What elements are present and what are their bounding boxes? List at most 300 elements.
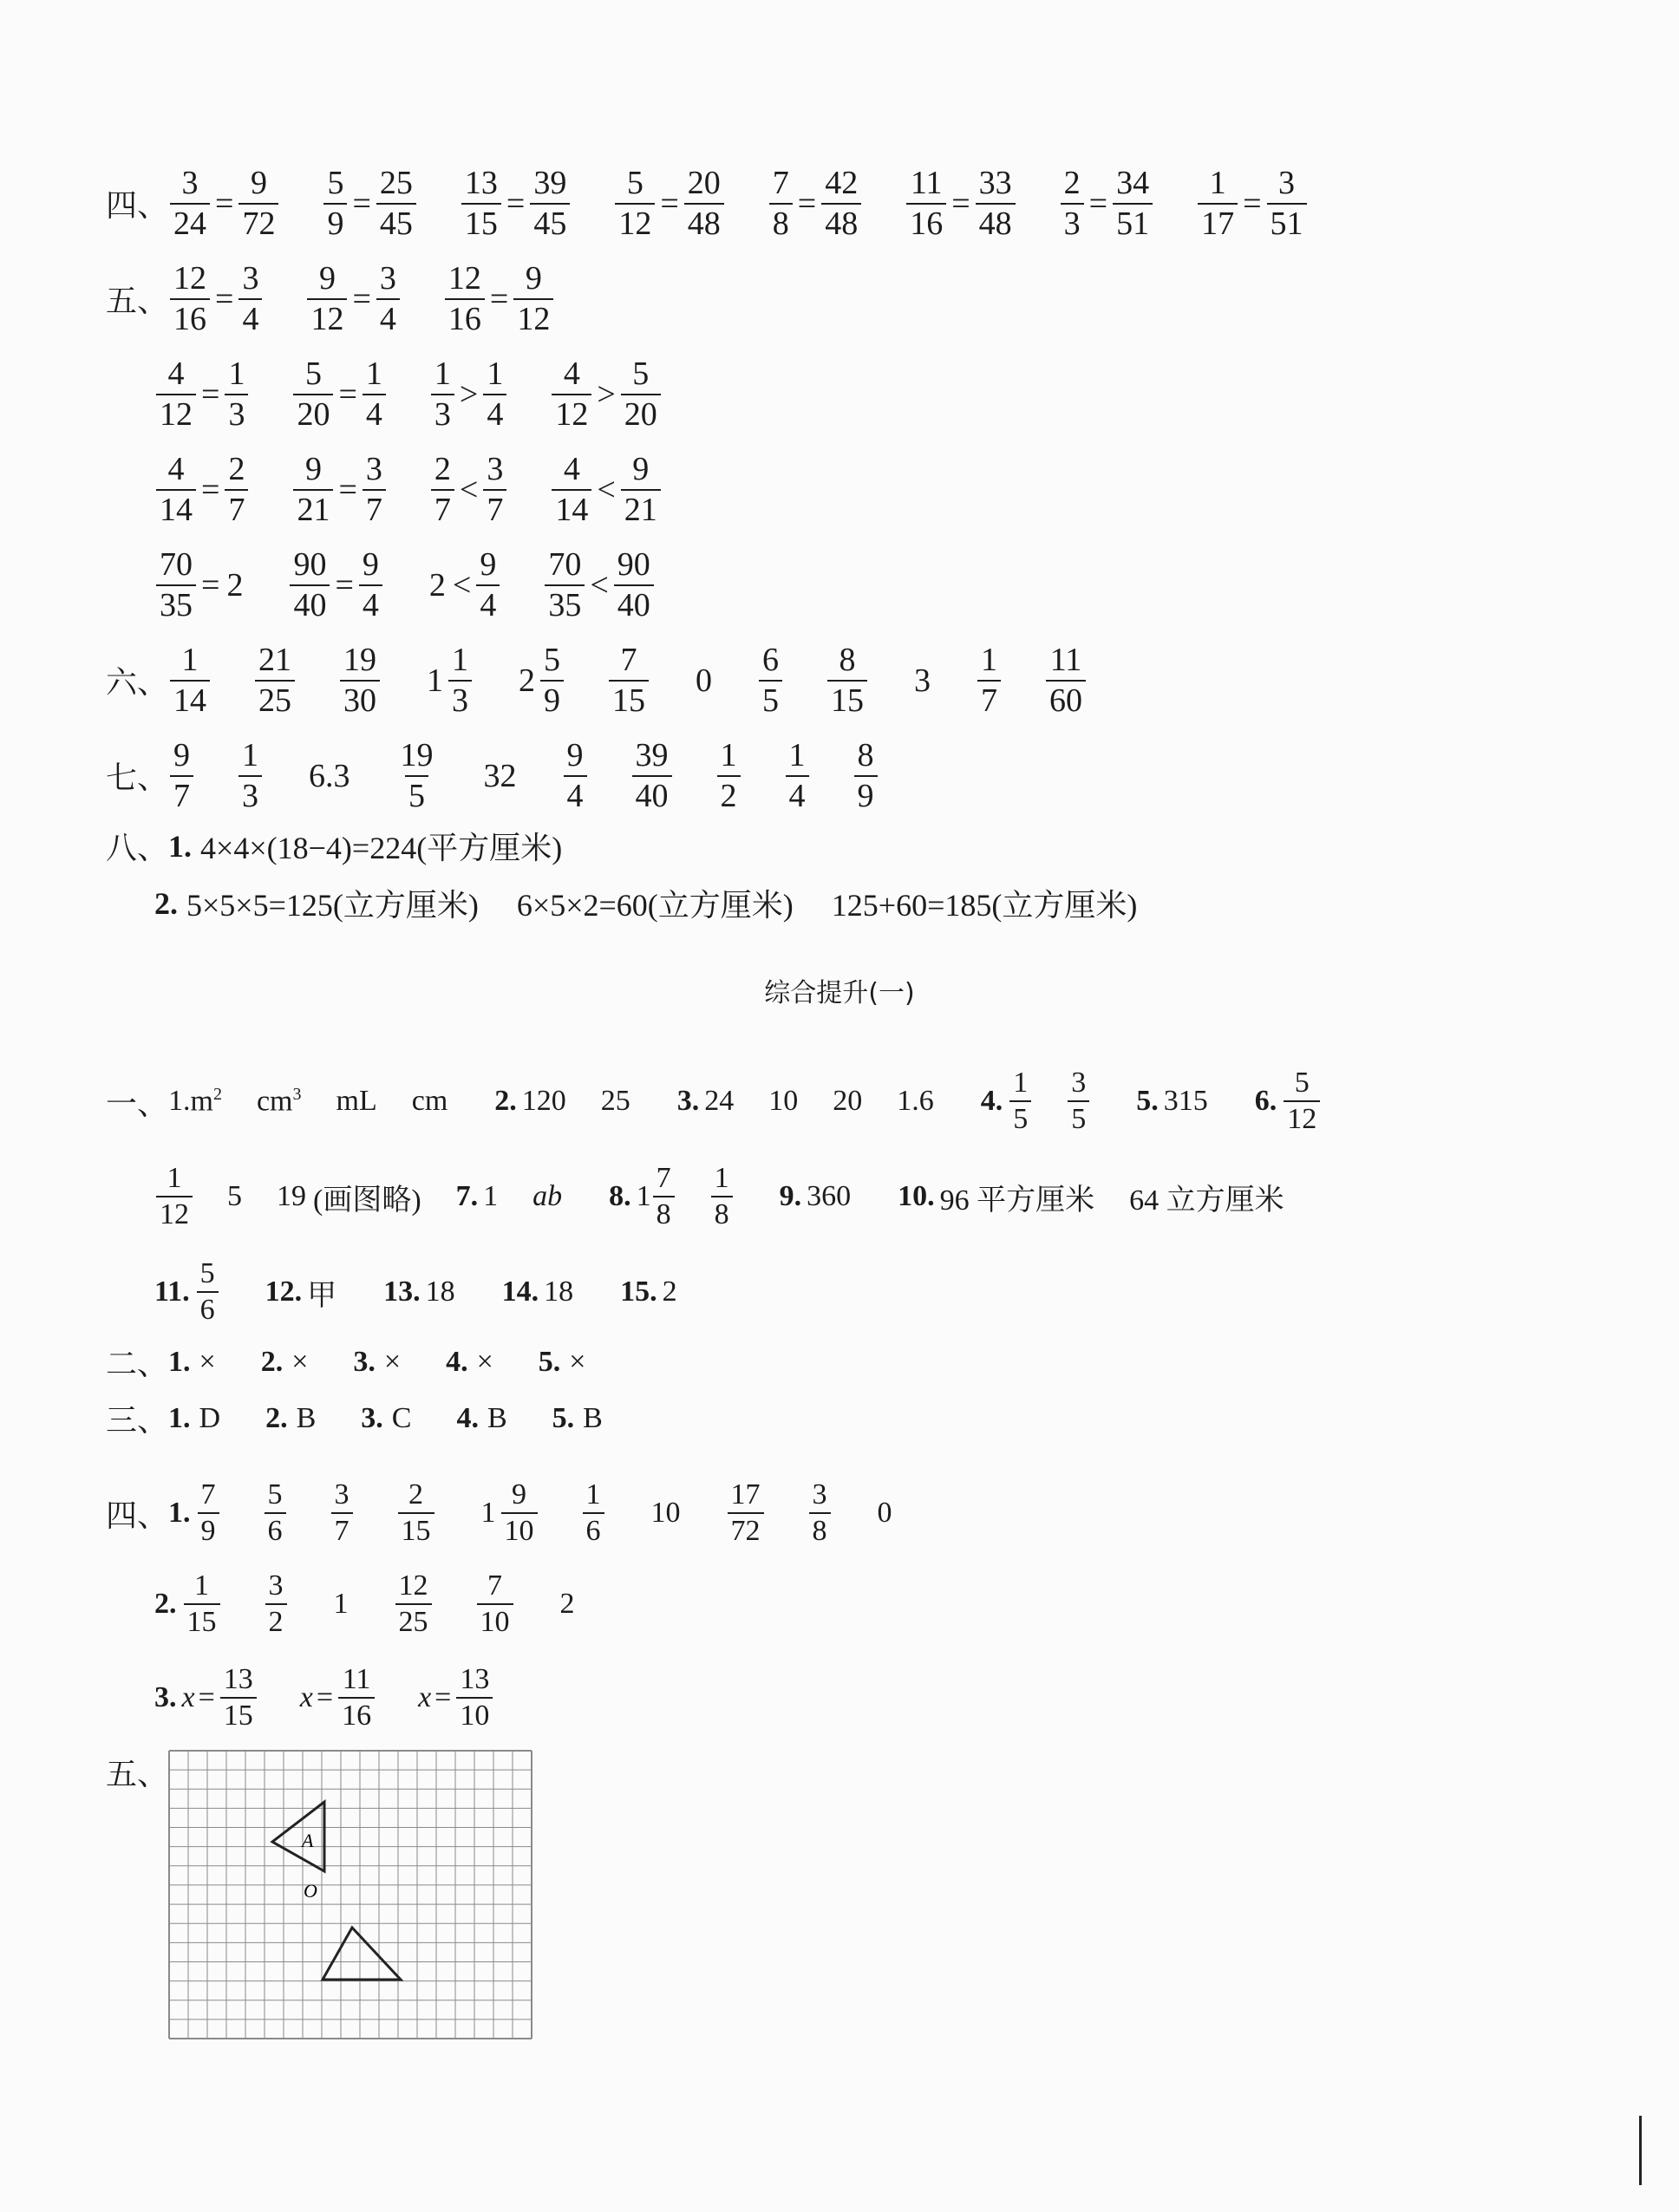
q6-value — [168, 642, 212, 719]
q5-left-fraction — [156, 451, 196, 528]
s1-label: 一、 — [106, 1086, 169, 1121]
q5-item — [429, 356, 508, 433]
s4-1-number: 1. — [168, 1497, 191, 1530]
s1-q15-answer: 2 — [662, 1276, 677, 1308]
q7-fraction — [564, 737, 587, 814]
s4-2-value — [264, 1569, 289, 1639]
q8-2-part-a: 5×5×5=125(立方厘米) — [186, 888, 479, 923]
s4-1-fraction-numerator: 2 — [408, 1478, 424, 1511]
q4-right-fraction-numerator: 39 — [533, 165, 567, 201]
q5-operator: < — [452, 566, 472, 604]
q5-operator: > — [597, 375, 616, 413]
q5-left-fraction-denominator: 12 — [156, 394, 196, 434]
q5-left-fraction-denominator: 35 — [545, 584, 585, 624]
q7-fraction-denominator: 7 — [170, 775, 193, 815]
q8-2-part-b: 6×5×2=60(立方厘米) — [516, 888, 794, 923]
s1-q3-answer-a: 24 — [704, 1085, 735, 1118]
q5-item — [429, 451, 508, 528]
q5-left-fraction — [170, 260, 210, 337]
s4-2-fraction-denominator: 15 — [184, 1603, 220, 1639]
s1-q10-answer-b: 64 立方厘米 — [1129, 1184, 1284, 1217]
q4-right-fraction-denominator: 48 — [821, 203, 861, 243]
s1-row-1 — [106, 1067, 1322, 1136]
s1-q6-note: (画图略) — [313, 1184, 421, 1217]
q8-row-1 — [106, 824, 565, 868]
s4-1-value — [726, 1478, 766, 1548]
q5-row-3 — [154, 451, 704, 528]
q4-right-fraction-denominator: 51 — [1113, 203, 1153, 243]
s1-q10-answer-a: 96 平方厘米 — [939, 1184, 1095, 1217]
s4-2-value — [394, 1569, 434, 1639]
s4-3-equation — [182, 1663, 258, 1732]
s4-2-fraction — [395, 1569, 432, 1639]
q6-fraction-denominator: 15 — [827, 680, 867, 720]
q5-item — [305, 260, 401, 337]
q7-fraction-denominator: 9 — [854, 775, 878, 815]
s5-label: 五、 — [106, 1757, 169, 1791]
s1-q13-answer: 18 — [425, 1276, 455, 1308]
s4-1-fraction-denominator: 10 — [501, 1512, 538, 1548]
q6-fraction-numerator: 19 — [343, 642, 377, 678]
q5-items-3 — [154, 451, 704, 528]
s4-2-value — [557, 1588, 578, 1621]
s3-answer: C — [391, 1401, 412, 1434]
q7-value — [853, 737, 879, 814]
q6-value — [515, 642, 565, 719]
s2-number: 3. — [353, 1345, 376, 1378]
q6-value — [911, 662, 934, 700]
s1-q2-answer-a: 120 — [521, 1085, 566, 1118]
s3-item — [265, 1402, 319, 1435]
q7-fraction-denominator: 2 — [717, 775, 741, 815]
q5-right-fraction-denominator: 4 — [476, 584, 500, 624]
s1-q9-number: 9. — [779, 1180, 802, 1213]
q4-right-fraction — [238, 165, 278, 242]
s1-q2-answer-b: 25 — [600, 1085, 630, 1118]
q7-fraction-numerator: 9 — [173, 737, 191, 773]
s2-answer: × — [569, 1345, 586, 1378]
q4-item — [460, 165, 572, 242]
s2-number: 5. — [538, 1345, 561, 1378]
q6-value — [757, 642, 784, 719]
q7-items — [168, 737, 921, 814]
s3-label: 三、 — [106, 1403, 169, 1438]
q6-whole: 2 — [519, 662, 536, 699]
s2-number: 1. — [168, 1345, 191, 1378]
s4-2-fraction-denominator: 10 — [477, 1603, 513, 1639]
margin-mark — [1639, 2116, 1642, 2185]
q5-right-fraction-numerator: 3 — [365, 451, 382, 487]
q7-fraction-denominator: 4 — [564, 775, 587, 815]
q5-left-fraction — [431, 356, 454, 433]
q4-left-fraction — [461, 165, 501, 242]
s1-q11-fraction: $\frac{5}{6}$ — [197, 1257, 219, 1327]
s4-1-fraction — [501, 1478, 538, 1548]
s1-q7-answer-b: ab — [532, 1180, 563, 1213]
s1-q2-number: 2. — [494, 1085, 517, 1118]
q4-left-fraction-denominator: 17 — [1198, 203, 1238, 243]
s4-3-equation — [418, 1663, 494, 1732]
q7-value — [480, 757, 520, 795]
q5-left-fraction — [293, 356, 333, 433]
q5-left-whole: 2 — [428, 566, 446, 604]
s4-2-whole: 1 — [333, 1588, 349, 1621]
s4-2-value — [475, 1569, 515, 1639]
q6-fraction — [759, 642, 782, 719]
q6-fraction-denominator: 30 — [340, 680, 380, 720]
q5-item — [543, 546, 655, 623]
q4-operator: = — [215, 185, 234, 222]
s4-1-fraction-numerator: 7 — [200, 1478, 216, 1511]
s4-1-fraction — [809, 1478, 831, 1548]
s5-label-row — [106, 1750, 168, 1794]
s4-2-fraction — [265, 1569, 287, 1639]
s3-number: 4. — [456, 1401, 479, 1434]
q6-value — [423, 642, 474, 719]
q5-left-fraction-denominator: 40 — [290, 584, 330, 624]
q4-right-fraction-denominator: 45 — [530, 203, 570, 243]
s2-answer: × — [476, 1345, 493, 1378]
s1-row-3 — [154, 1257, 677, 1327]
q5-items-1 — [168, 260, 597, 337]
q5-left-fraction-denominator: 12 — [307, 298, 347, 338]
s1-q4-fraction-2: $\frac{3}{5}$ — [1068, 1067, 1089, 1136]
label-o: O — [304, 1880, 317, 1902]
s1-q8-mixed-whole: 1 — [636, 1180, 651, 1213]
q5-operator: < — [590, 566, 609, 604]
q4-left-fraction — [906, 165, 946, 242]
q7-fraction-denominator: 4 — [786, 775, 809, 815]
q4-operator: = — [506, 185, 526, 222]
q5-right-fraction-numerator: 2 — [228, 451, 245, 487]
q5-operator: = — [215, 280, 234, 317]
q5-right-fraction — [621, 356, 661, 433]
q4-right-fraction-denominator: 72 — [238, 203, 278, 243]
q4-right-fraction-denominator: 48 — [976, 203, 1016, 243]
q7-fraction-numerator: 1 — [720, 737, 737, 773]
q5-item — [154, 356, 250, 433]
q4-operator: = — [660, 185, 679, 222]
q5-right-fraction-denominator: 7 — [225, 489, 248, 529]
q5-operator: < — [459, 471, 479, 508]
q5-row-2 — [154, 356, 704, 433]
q5-operator: = — [201, 471, 220, 508]
q5-left-fraction-numerator: 90 — [293, 546, 327, 583]
s4-1-value — [478, 1478, 539, 1548]
q7-fraction-numerator: 1 — [242, 737, 259, 773]
s3-item — [552, 1402, 606, 1435]
s2-item — [353, 1346, 404, 1379]
q4-item — [1196, 165, 1308, 242]
s2-item — [261, 1346, 312, 1379]
s4-1-fraction-numerator: 17 — [730, 1478, 761, 1511]
q5-row-4 — [154, 546, 697, 623]
q4-item — [613, 165, 725, 242]
q5-left-fraction — [156, 356, 196, 433]
s3-number: 2. — [265, 1401, 288, 1434]
s1-q12-answer: 甲 — [307, 1279, 337, 1312]
s4-items-1 — [196, 1478, 937, 1548]
s4-2-fraction-denominator: 25 — [395, 1603, 432, 1639]
q4-right-fraction-numerator: 9 — [250, 165, 267, 201]
s4-3-equals: = — [198, 1681, 215, 1714]
s2-answer: × — [383, 1345, 402, 1378]
q7-fraction-numerator: 19 — [400, 737, 434, 773]
s3-number: 1. — [168, 1401, 191, 1434]
q5-right-fraction-numerator: 1 — [228, 356, 245, 392]
q5-left-fraction-denominator: 21 — [293, 489, 333, 529]
q5-left-fraction-numerator: 2 — [434, 451, 451, 487]
s4-1-fraction-denominator: 8 — [809, 1512, 831, 1548]
q5-left-fraction-denominator: 16 — [170, 298, 210, 338]
s1-q1-answer-b: $cm^3$ — [256, 1084, 302, 1118]
q5-left-fraction — [290, 546, 330, 623]
s4-3-fraction — [220, 1663, 257, 1732]
s1-q3-answer-d: 1.6 — [897, 1085, 934, 1118]
q6-items — [168, 642, 1129, 719]
s4-1-fraction-denominator: 72 — [728, 1512, 764, 1548]
s4-1-value — [196, 1478, 221, 1548]
q5-left-fraction-numerator: 5 — [304, 356, 322, 392]
q4-right-fraction-numerator: 34 — [1116, 165, 1150, 201]
q5-item — [154, 451, 250, 528]
s1-q14-answer: 18 — [544, 1276, 574, 1308]
q4-items — [168, 165, 1350, 242]
s4-2-fraction-numerator: 12 — [398, 1569, 428, 1602]
q4-left-fraction-numerator: 13 — [464, 165, 498, 201]
s4-3-equals: = — [434, 1681, 452, 1714]
q5-right-fraction-denominator: 4 — [376, 298, 400, 338]
q4-operator: = — [797, 185, 817, 222]
s4-2-fraction — [477, 1569, 513, 1639]
s4-1-fraction-denominator: 7 — [331, 1512, 353, 1548]
s4-label: 四、 — [106, 1498, 169, 1533]
q5-left-fraction-numerator: 9 — [304, 451, 322, 487]
s4-1-value — [648, 1497, 684, 1530]
q5-left-fraction — [445, 260, 485, 337]
s3-answer: D — [199, 1401, 221, 1434]
q7-fraction-denominator: 5 — [405, 775, 428, 815]
q6-fraction-denominator: 3 — [448, 680, 472, 720]
s1-q5-number: 5. — [1136, 1085, 1159, 1118]
q5-operator: = — [201, 375, 220, 413]
q4-left-fraction — [615, 165, 655, 242]
s1-q9-answer: 360 — [807, 1180, 852, 1213]
q4-left-fraction-denominator: 16 — [906, 203, 946, 243]
s2-number: 2. — [260, 1345, 284, 1378]
q4-right-fraction-numerator: 33 — [978, 165, 1012, 201]
q4-left-fraction-numerator: 1 — [1209, 165, 1226, 201]
q7-fraction — [238, 737, 262, 814]
q5-left-fraction-numerator: 70 — [160, 546, 193, 583]
q7-whole: 32 — [483, 757, 517, 794]
q5-right-fraction — [363, 356, 386, 433]
s4-3-fraction — [338, 1663, 375, 1732]
q5-left-fraction-denominator: 3 — [431, 394, 454, 434]
q7-value — [630, 737, 674, 814]
q7-value — [784, 737, 811, 814]
q5-right-fraction-denominator: 4 — [238, 298, 262, 338]
s2-answer: × — [199, 1345, 216, 1378]
s4-2-fraction-denominator: 2 — [265, 1603, 287, 1639]
s4-3-fraction-numerator: 13 — [223, 1663, 253, 1695]
q5-item — [154, 546, 246, 623]
s1-q10-number: 10. — [898, 1180, 935, 1213]
s3-items — [168, 1402, 648, 1435]
q6-fraction-denominator: 9 — [540, 680, 564, 720]
q4-right-fraction — [821, 165, 861, 242]
s4-2-value — [182, 1569, 222, 1639]
q5-right-fraction-denominator: 3 — [225, 394, 248, 434]
q4-right-fraction-denominator: 48 — [684, 203, 724, 243]
q6-fraction-numerator: 7 — [620, 642, 637, 678]
grid-figure — [168, 1750, 532, 2039]
s4-items-3 — [182, 1663, 537, 1732]
q5-right-fraction-numerator: 3 — [487, 451, 504, 487]
q5-operator: = — [352, 280, 371, 317]
q5-right-fraction-denominator: 4 — [363, 394, 386, 434]
s1-q4-fraction-1: $\frac{1}{5}$ — [1009, 1067, 1031, 1136]
s1-q8-fraction: $\frac{1}{8}$ — [711, 1162, 733, 1231]
q4-operator: = — [951, 185, 970, 222]
q4-left-fraction-numerator: 11 — [910, 165, 943, 201]
s4-2-fraction-numerator: 3 — [268, 1569, 284, 1602]
q4-item — [905, 165, 1016, 242]
q6-fraction-denominator: 60 — [1046, 680, 1086, 720]
s4-3-fraction-numerator: 13 — [460, 1663, 490, 1695]
s3-answer: B — [487, 1401, 507, 1434]
q5-right-fraction-denominator: 4 — [483, 394, 506, 434]
q6-fraction-numerator: 6 — [762, 642, 780, 678]
q5-left-fraction — [552, 451, 591, 528]
q4-left-fraction — [170, 165, 210, 242]
s2-row — [106, 1340, 630, 1384]
q4-left-fraction-denominator: 8 — [769, 203, 793, 243]
s2-label: 二、 — [106, 1347, 169, 1381]
s1-q1-number: 1. — [168, 1085, 191, 1118]
q5-right-fraction-numerator: 90 — [617, 546, 650, 583]
q8-2-number: 2. — [154, 885, 178, 921]
q5-left-fraction — [156, 546, 196, 623]
s1-q4-number: 4. — [980, 1085, 1003, 1118]
q5-right-fraction — [376, 260, 400, 337]
q5-operator: = — [201, 566, 220, 604]
q7-value — [395, 737, 439, 814]
q5-left-fraction — [545, 546, 585, 623]
q6-row — [106, 642, 1129, 719]
q7-fraction-numerator: 39 — [635, 737, 669, 773]
s4-row-1 — [106, 1478, 937, 1548]
s2-item — [446, 1346, 497, 1379]
q6-fraction-denominator: 25 — [255, 680, 295, 720]
q5-right-fraction-denominator: 4 — [359, 584, 382, 624]
q6-value — [338, 642, 382, 719]
q7-fraction — [717, 737, 741, 814]
q8-1-text: 4×4×(18−4)=224(平方厘米) — [200, 831, 563, 865]
q5-right-fraction — [359, 546, 382, 623]
q5-operator: = — [489, 280, 509, 317]
s3-row — [106, 1396, 648, 1440]
q5-left-fraction — [431, 451, 454, 528]
q5-operator: = — [338, 375, 357, 413]
s2-answer: × — [291, 1345, 309, 1378]
s3-item — [168, 1402, 224, 1435]
q5-items-4 — [154, 546, 697, 623]
s1-q7-number: 7. — [455, 1180, 479, 1213]
q5-right-fraction-denominator: 7 — [363, 489, 386, 529]
s1-q5-answer: 315 — [1163, 1085, 1208, 1118]
q4-left-fraction-numerator: 5 — [626, 165, 644, 201]
s4-1-whole: 0 — [877, 1497, 892, 1530]
s3-answer: B — [296, 1401, 317, 1434]
q4-right-fraction — [1267, 165, 1307, 242]
s3-item — [456, 1402, 510, 1435]
q7-fraction-denominator: 3 — [238, 775, 262, 815]
q7-fraction-numerator: 9 — [566, 737, 584, 773]
q5-right-fraction — [614, 546, 654, 623]
grid-lines — [169, 1751, 532, 2039]
q4-label: 四、 — [106, 188, 169, 224]
q6-value — [253, 642, 297, 719]
s1-q8-mixed-fraction: $\frac{7}{8}$ — [653, 1162, 675, 1231]
q6-value — [692, 662, 715, 700]
s4-1-whole: 10 — [650, 1497, 681, 1530]
s1-q6-answer-2: 5 — [227, 1180, 242, 1213]
q4-left-fraction-numerator: 7 — [772, 165, 789, 201]
s4-1-value — [263, 1478, 288, 1548]
q5-item — [291, 356, 387, 433]
q7-fraction — [170, 737, 193, 814]
s4-3-variable: x — [181, 1681, 195, 1714]
q7-value — [168, 737, 195, 814]
q4-left-fraction — [1061, 165, 1084, 242]
s4-1-fraction-numerator: 9 — [512, 1478, 527, 1511]
q5-left-fraction-numerator: 12 — [448, 260, 481, 297]
q7-row — [106, 737, 921, 814]
q5-row-1 — [106, 260, 597, 337]
q5-right-fraction-numerator: 9 — [632, 451, 650, 487]
q4-left-fraction — [1198, 165, 1238, 242]
s4-3-equals: = — [316, 1681, 334, 1714]
q8-label: 八、 — [106, 831, 169, 865]
s2-item — [168, 1346, 219, 1379]
q5-item — [426, 546, 501, 623]
s4-1-value — [581, 1478, 606, 1548]
s4-items-2 — [182, 1569, 620, 1639]
q6-value — [976, 642, 1003, 719]
section-title: 综合提升(一) — [764, 978, 915, 1008]
q6-fraction — [827, 642, 867, 719]
q6-fraction — [540, 642, 564, 719]
q5-operator: = — [335, 566, 354, 604]
q4-left-fraction-denominator: 12 — [615, 203, 655, 243]
s1-q3-answer-c: 20 — [833, 1085, 863, 1118]
s4-2-fraction-numerator: 7 — [487, 1569, 502, 1602]
q4-left-fraction-denominator: 9 — [323, 203, 347, 243]
s2-items — [168, 1346, 630, 1379]
q7-value — [305, 757, 354, 795]
q4-left-fraction-denominator: 3 — [1061, 203, 1084, 243]
q5-left-fraction — [307, 260, 347, 337]
q7-fraction-numerator: 1 — [788, 737, 806, 773]
s4-1-fraction — [728, 1478, 764, 1548]
q4-left-fraction-numerator: 3 — [181, 165, 199, 201]
s1-q6-answer-3: 19 — [277, 1180, 306, 1213]
q5-label: 五、 — [106, 284, 169, 319]
q8-2-part-c: 125+60=185(立方厘米) — [831, 888, 1138, 923]
q5-left-fraction-denominator: 7 — [431, 489, 454, 529]
q7-fraction — [632, 737, 672, 814]
